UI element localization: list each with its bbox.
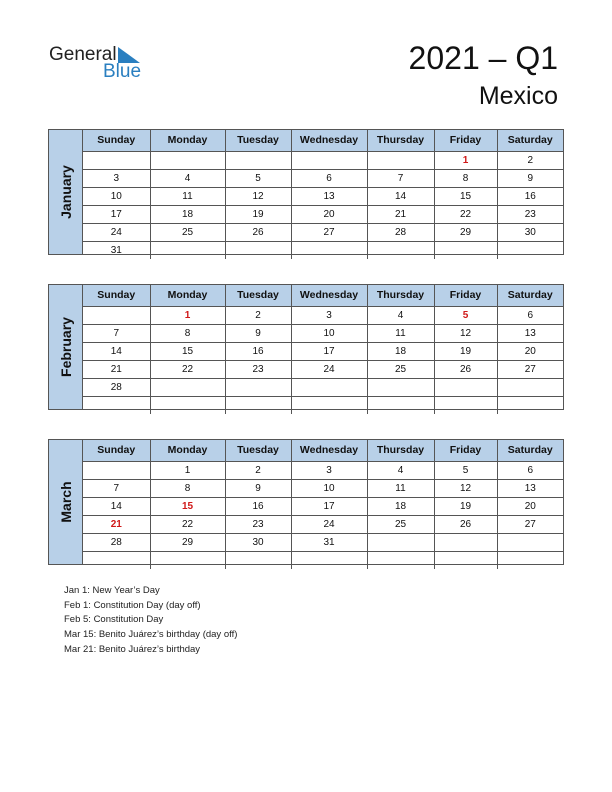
day-cell: 1 xyxy=(150,306,225,324)
weekday-header: Monday xyxy=(150,440,225,461)
day-cell: 11 xyxy=(367,479,434,497)
day-cell xyxy=(150,396,225,414)
weekday-header: Friday xyxy=(434,440,497,461)
day-cell xyxy=(367,396,434,414)
week-row xyxy=(83,241,563,259)
day-cell: 16 xyxy=(225,342,291,360)
day-cell xyxy=(83,396,150,414)
day-cell: 1 xyxy=(434,151,497,169)
weekday-header: Thursday xyxy=(367,130,434,151)
day-cell: 9 xyxy=(225,479,291,497)
weekday-header: Tuesday xyxy=(225,285,291,306)
day-cell: 19 xyxy=(434,497,497,515)
day-cell: 22 xyxy=(150,360,225,378)
holiday-note: Jan 1: New Year’s Day xyxy=(64,585,160,596)
day-cell xyxy=(150,241,225,259)
day-cell: 6 xyxy=(497,306,563,324)
generalblue-logo xyxy=(49,44,149,84)
holiday-note: Feb 5: Constitution Day xyxy=(64,614,164,626)
month-name: January xyxy=(57,165,74,219)
weekday-header: Monday xyxy=(150,285,225,306)
month-january xyxy=(48,129,564,255)
day-cell xyxy=(83,551,150,569)
day-cell: 7 xyxy=(83,324,150,342)
day-cell xyxy=(434,378,497,396)
month-name: March xyxy=(57,481,74,523)
day-cell: 19 xyxy=(225,205,291,223)
month-label xyxy=(49,440,83,564)
day-cell: 17 xyxy=(291,497,367,515)
day-cell: 25 xyxy=(150,223,225,241)
day-cell: 23 xyxy=(497,205,563,223)
page-title: 2021 – Q1 xyxy=(408,40,558,76)
day-cell: 9 xyxy=(497,169,563,187)
week-row xyxy=(83,497,563,515)
weekday-header: Wednesday xyxy=(291,130,367,151)
day-cell: 11 xyxy=(150,187,225,205)
holiday-note: Mar 21: Benito Juárez’s birthday xyxy=(64,643,201,655)
day-cell: 4 xyxy=(367,461,434,479)
weekday-header: Saturday xyxy=(497,285,563,306)
weekday-header: Thursday xyxy=(367,285,434,306)
day-cell xyxy=(83,151,150,169)
day-cell: 2 xyxy=(225,461,291,479)
day-cell: 2 xyxy=(497,151,563,169)
day-cell: 21 xyxy=(83,515,150,533)
day-cell: 28 xyxy=(83,533,150,551)
month-name: February xyxy=(57,317,74,377)
country-name: Mexico xyxy=(478,82,558,110)
weekday-header: Friday xyxy=(434,130,497,151)
day-cell: 6 xyxy=(497,461,563,479)
day-cell: 24 xyxy=(291,515,367,533)
week-row xyxy=(83,306,563,324)
day-cell xyxy=(434,396,497,414)
logo-blue-text: Blue xyxy=(103,61,142,82)
weekday-header: Wednesday xyxy=(291,440,367,461)
day-cell: 12 xyxy=(434,324,497,342)
day-cell xyxy=(291,396,367,414)
day-cell xyxy=(291,241,367,259)
day-cell: 17 xyxy=(291,342,367,360)
day-cell xyxy=(434,533,497,551)
day-cell: 29 xyxy=(434,223,497,241)
day-cell: 27 xyxy=(291,223,367,241)
day-cell: 4 xyxy=(150,169,225,187)
week-row xyxy=(83,324,563,342)
week-row xyxy=(83,151,563,169)
day-cell: 25 xyxy=(367,515,434,533)
holiday-note: Feb 1: Constitution Day (day off) xyxy=(64,599,201,611)
day-cell xyxy=(291,151,367,169)
weekday-header-row xyxy=(83,440,563,461)
weekday-header: Wednesday xyxy=(291,285,367,306)
day-cell: 31 xyxy=(291,533,367,551)
weekday-header: Tuesday xyxy=(225,440,291,461)
week-row xyxy=(83,223,563,241)
calendar-table xyxy=(83,130,563,259)
day-cell xyxy=(434,241,497,259)
day-cell xyxy=(225,551,291,569)
day-cell: 20 xyxy=(497,342,563,360)
weekday-header: Sunday xyxy=(83,440,150,461)
day-cell xyxy=(83,461,150,479)
day-cell: 14 xyxy=(83,342,150,360)
day-cell: 5 xyxy=(434,306,497,324)
day-cell: 5 xyxy=(434,461,497,479)
day-cell: 24 xyxy=(83,223,150,241)
day-cell xyxy=(497,533,563,551)
day-cell: 7 xyxy=(83,479,150,497)
day-cell: 12 xyxy=(434,479,497,497)
day-cell: 2 xyxy=(225,306,291,324)
day-cell: 16 xyxy=(225,497,291,515)
day-cell: 26 xyxy=(225,223,291,241)
weekday-header: Sunday xyxy=(83,130,150,151)
day-cell xyxy=(434,551,497,569)
day-cell: 30 xyxy=(497,223,563,241)
day-cell xyxy=(367,551,434,569)
day-cell: 8 xyxy=(150,479,225,497)
day-cell xyxy=(497,396,563,414)
weekday-header-row xyxy=(83,285,563,306)
day-cell: 29 xyxy=(150,533,225,551)
day-cell: 10 xyxy=(83,187,150,205)
day-cell: 3 xyxy=(83,169,150,187)
week-row xyxy=(83,515,563,533)
day-cell: 3 xyxy=(291,306,367,324)
day-cell: 21 xyxy=(367,205,434,223)
week-row xyxy=(83,533,563,551)
day-cell: 15 xyxy=(150,342,225,360)
weekday-header: Monday xyxy=(150,130,225,151)
day-cell: 24 xyxy=(291,360,367,378)
day-cell: 14 xyxy=(83,497,150,515)
weekday-header: Thursday xyxy=(367,440,434,461)
day-cell: 23 xyxy=(225,515,291,533)
day-cell: 16 xyxy=(497,187,563,205)
day-cell: 22 xyxy=(150,515,225,533)
logo-general-text: General xyxy=(49,44,117,65)
day-cell: 27 xyxy=(497,515,563,533)
weekday-header: Friday xyxy=(434,285,497,306)
day-cell: 7 xyxy=(367,169,434,187)
week-row xyxy=(83,187,563,205)
day-cell: 3 xyxy=(291,461,367,479)
day-cell: 9 xyxy=(225,324,291,342)
day-cell: 20 xyxy=(291,205,367,223)
day-cell: 8 xyxy=(434,169,497,187)
day-cell: 1 xyxy=(150,461,225,479)
day-cell xyxy=(83,306,150,324)
day-cell: 23 xyxy=(225,360,291,378)
day-cell: 15 xyxy=(434,187,497,205)
day-cell: 27 xyxy=(497,360,563,378)
month-label xyxy=(49,130,83,254)
day-cell xyxy=(150,378,225,396)
weekday-header-row xyxy=(83,130,563,151)
day-cell: 21 xyxy=(83,360,150,378)
weekday-header: Saturday xyxy=(497,440,563,461)
day-cell: 13 xyxy=(497,479,563,497)
day-cell: 13 xyxy=(291,187,367,205)
day-cell: 18 xyxy=(367,342,434,360)
day-cell xyxy=(497,551,563,569)
month-label xyxy=(49,285,83,409)
day-cell xyxy=(225,241,291,259)
calendar-table xyxy=(83,285,563,414)
day-cell xyxy=(150,151,225,169)
week-row xyxy=(83,396,563,414)
week-row xyxy=(83,461,563,479)
week-row xyxy=(83,479,563,497)
day-cell: 19 xyxy=(434,342,497,360)
day-cell: 28 xyxy=(83,378,150,396)
day-cell: 15 xyxy=(150,497,225,515)
day-cell: 14 xyxy=(367,187,434,205)
day-cell: 4 xyxy=(367,306,434,324)
holiday-note: Mar 15: Benito Juárez’s birthday (day off) xyxy=(64,629,238,641)
day-cell: 25 xyxy=(367,360,434,378)
day-cell xyxy=(225,378,291,396)
day-cell: 10 xyxy=(291,479,367,497)
day-cell: 12 xyxy=(225,187,291,205)
day-cell xyxy=(291,551,367,569)
day-cell: 26 xyxy=(434,360,497,378)
day-cell: 8 xyxy=(150,324,225,342)
weekday-header: Saturday xyxy=(497,130,563,151)
day-cell: 20 xyxy=(497,497,563,515)
day-cell xyxy=(367,241,434,259)
week-row xyxy=(83,205,563,223)
day-cell: 28 xyxy=(367,223,434,241)
day-cell xyxy=(225,151,291,169)
calendar-table xyxy=(83,440,563,569)
day-cell: 10 xyxy=(291,324,367,342)
day-cell xyxy=(225,396,291,414)
day-cell: 6 xyxy=(291,169,367,187)
week-row xyxy=(83,342,563,360)
weekday-header: Sunday xyxy=(83,285,150,306)
day-cell: 30 xyxy=(225,533,291,551)
day-cell xyxy=(150,551,225,569)
day-cell xyxy=(497,241,563,259)
day-cell: 18 xyxy=(150,205,225,223)
day-cell xyxy=(367,378,434,396)
day-cell: 11 xyxy=(367,324,434,342)
day-cell xyxy=(367,151,434,169)
week-row xyxy=(83,551,563,569)
day-cell: 17 xyxy=(83,205,150,223)
day-cell xyxy=(291,378,367,396)
day-cell: 31 xyxy=(83,241,150,259)
holiday-notes xyxy=(64,584,237,658)
day-cell: 18 xyxy=(367,497,434,515)
day-cell: 5 xyxy=(225,169,291,187)
month-march xyxy=(48,439,564,565)
month-february xyxy=(48,284,564,410)
weekday-header: Tuesday xyxy=(225,130,291,151)
day-cell: 13 xyxy=(497,324,563,342)
week-row xyxy=(83,169,563,187)
day-cell: 22 xyxy=(434,205,497,223)
day-cell xyxy=(497,378,563,396)
week-row xyxy=(83,378,563,396)
day-cell: 26 xyxy=(434,515,497,533)
day-cell xyxy=(367,533,434,551)
week-row xyxy=(83,360,563,378)
